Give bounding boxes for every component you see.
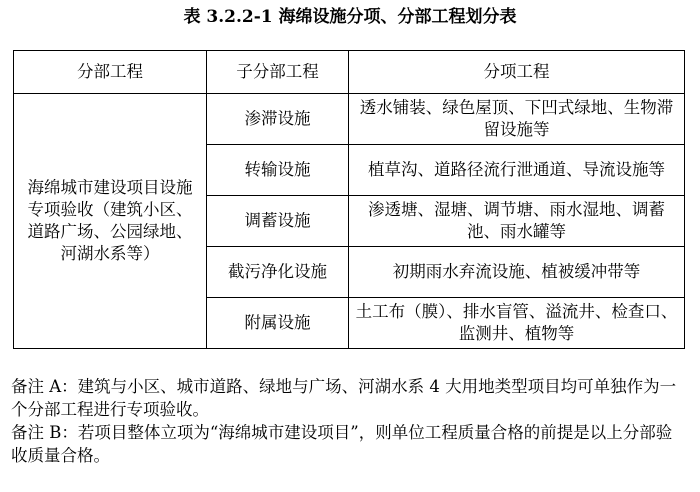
sub-division-cell: 渗滞设施 [207, 94, 349, 145]
sub-division-cell: 调蓄设施 [207, 196, 349, 247]
sub-division-cell: 附属设施 [207, 298, 349, 349]
table-header-row [14, 51, 685, 94]
note-b: 备注 B：若项目整体立项为“海绵城市建设项目”，则单位工程质量合格的前提是以上分部验收质量合格。 [11, 423, 673, 465]
header-sub-division: 子分部工程 [207, 51, 349, 94]
items-cell: 渗透塘、湿塘、调节塘、雨水湿地、调蓄池、雨水罐等 [349, 196, 685, 247]
items-cell: 植草沟、道路径流行泄通道、导流设施等 [349, 145, 685, 196]
header-items: 分项工程 [349, 51, 685, 94]
notes [11, 375, 687, 467]
table-row [14, 94, 685, 145]
sub-division-cell: 截污净化设施 [207, 247, 349, 298]
sub-division-cell: 转输设施 [207, 145, 349, 196]
table-title: 表 3.2.2-1 海绵设施分项、分部工程划分表 [183, 7, 517, 27]
header-division: 分部工程 [14, 51, 207, 94]
items-cell: 透水铺装、绿色屋顶、下凹式绿地、生物滞留设施等 [349, 94, 685, 145]
division-table [13, 50, 685, 349]
items-cell: 初期雨水弃流设施、植被缓冲带等 [349, 247, 685, 298]
division-cell: 海绵城市建设项目设施专项验收（建筑小区、道路广场、公园绿地、河湖水系等） [14, 94, 207, 349]
items-cell: 土工布（膜）、排水盲管、溢流井、检查口、监测井、植物等 [349, 298, 685, 349]
note-a: 备注 A：建筑与小区、城市道路、绿地与广场、河湖水系 4 大用地类型项目均可单独作为一个分部工程进行专项验收。 [11, 377, 677, 419]
